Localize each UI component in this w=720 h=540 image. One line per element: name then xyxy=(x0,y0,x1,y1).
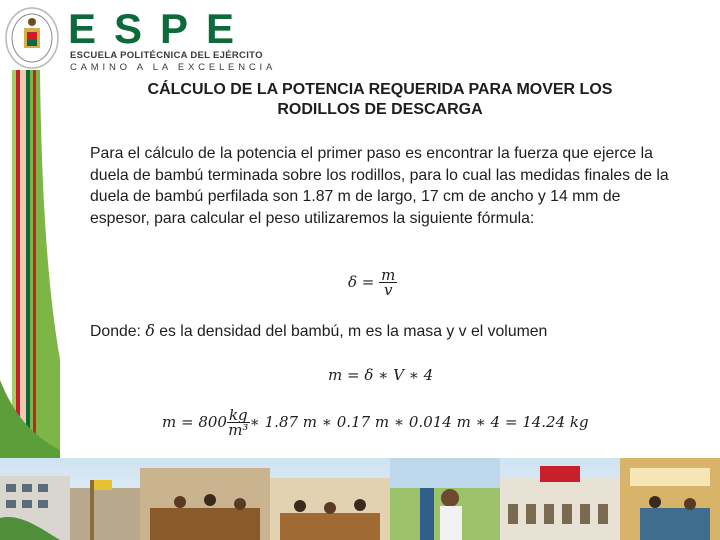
density-formula xyxy=(348,268,397,298)
slide-title xyxy=(100,80,660,120)
brand-logo-text: ESPE xyxy=(68,5,253,52)
espe-seal-icon xyxy=(4,6,60,70)
density-symbol: δ xyxy=(145,321,155,340)
definition-line xyxy=(90,321,547,341)
decorative-stripes xyxy=(0,0,60,470)
calc-rhs: ∗ 1.87 m ∗ 0.17 m ∗ 0.014 m ∗ 4 = 14.24 kg xyxy=(249,413,589,431)
campus-photo-strip xyxy=(0,458,720,540)
institution-tagline: CAMINO A LA EXCELENCIA xyxy=(70,62,277,73)
calc-lhs: m = 800 xyxy=(162,413,227,431)
fraction-denominator: v xyxy=(384,281,393,299)
definition-text: es la densidad del bambú, m es la masa y v el volumen xyxy=(154,323,548,340)
definition-prefix: Donde: xyxy=(90,323,146,340)
kg-per-m3-fraction xyxy=(227,408,250,438)
fraction-denominator: m³ xyxy=(228,421,249,439)
fraction-numerator: kg xyxy=(228,406,248,424)
mass-over-volume-fraction xyxy=(379,268,397,298)
fraction-numerator: m xyxy=(381,266,396,284)
mass-calculation xyxy=(162,408,589,438)
institution-name: ESCUELA POLITÉCNICA DEL EJÉRCITO xyxy=(70,50,263,61)
slide-title-line-1: CÁLCULO DE LA POTENCIA REQUERIDA PARA MOVER LOS xyxy=(147,81,613,98)
slide-title-line-2: RODILLOS DE DESCARGA xyxy=(277,101,483,118)
mass-formula: m = δ ∗ V ∗ 4 xyxy=(328,366,434,384)
body-paragraph: Para el cálculo de la potencia el primer paso es encontrar la fuerza que ejerce la duela de bambú terminada sobre los rodillos, para lo cual las medidas finales de la duela de bambú perfilada son 1.87 m de largo, 17 cm de ancho y 14 mm de espesor, para calcular el peso utilizaremos la siguiente fórmula: xyxy=(90,145,669,227)
density-formula-lhs: δ = xyxy=(348,273,380,291)
